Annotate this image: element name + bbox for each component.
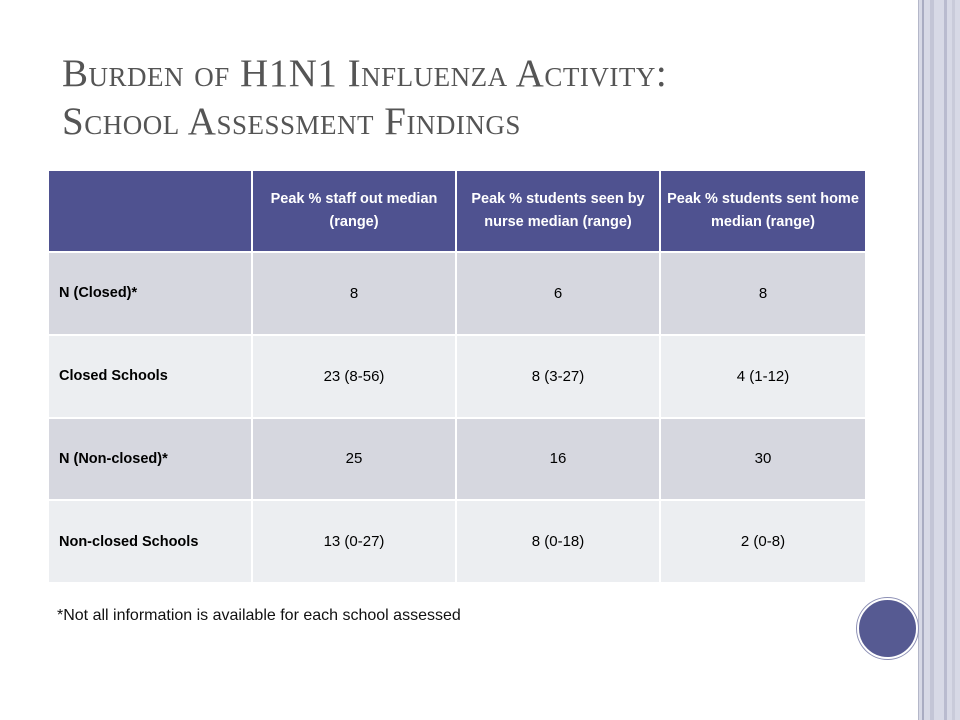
footnote: *Not all information is available for each school assessed: [57, 607, 461, 624]
rail-stripe: [944, 0, 947, 720]
table-cell: 16: [456, 418, 660, 501]
table-cell: 8: [252, 252, 456, 335]
header-seen-by-nurse: Peak % students seen by nurse median (range): [456, 170, 660, 252]
table-header-row: [48, 170, 866, 252]
rail-stripe: [930, 0, 934, 720]
table-cell: 6: [456, 252, 660, 335]
table-cell: 8 (0-18): [456, 500, 660, 583]
table-cell: 23 (8-56): [252, 335, 456, 418]
row-label: Closed Schools: [48, 335, 252, 418]
decorative-circle: [857, 598, 918, 659]
header-staff-out: Peak % staff out median (range): [252, 170, 456, 252]
title-line-2: School Assessment Findings: [62, 100, 521, 143]
table-row: [48, 252, 866, 335]
title-line-1: Burden of H1N1 Influenza Activity:: [62, 52, 668, 95]
table-cell: 2 (0-8): [660, 500, 866, 583]
table-cell: 4 (1-12): [660, 335, 866, 418]
table-cell: 25: [252, 418, 456, 501]
header-sent-home: Peak % students sent home median (range): [660, 170, 866, 252]
row-label: N (Non-closed)*: [48, 418, 252, 501]
rail-stripe: [952, 0, 955, 720]
header-cell-empty: [48, 170, 252, 252]
table-row: [48, 335, 866, 418]
table-row: [48, 500, 866, 583]
table-cell: 8 (3-27): [456, 335, 660, 418]
row-label: Non-closed Schools: [48, 500, 252, 583]
table-cell: 8: [660, 252, 866, 335]
slide-title: [62, 50, 882, 146]
row-label: N (Closed)*: [48, 252, 252, 335]
table-cell: 13 (0-27): [252, 500, 456, 583]
table-cell: 30: [660, 418, 866, 501]
table-row: [48, 418, 866, 501]
rail-stripe: [922, 0, 924, 720]
findings-table: [47, 169, 867, 584]
